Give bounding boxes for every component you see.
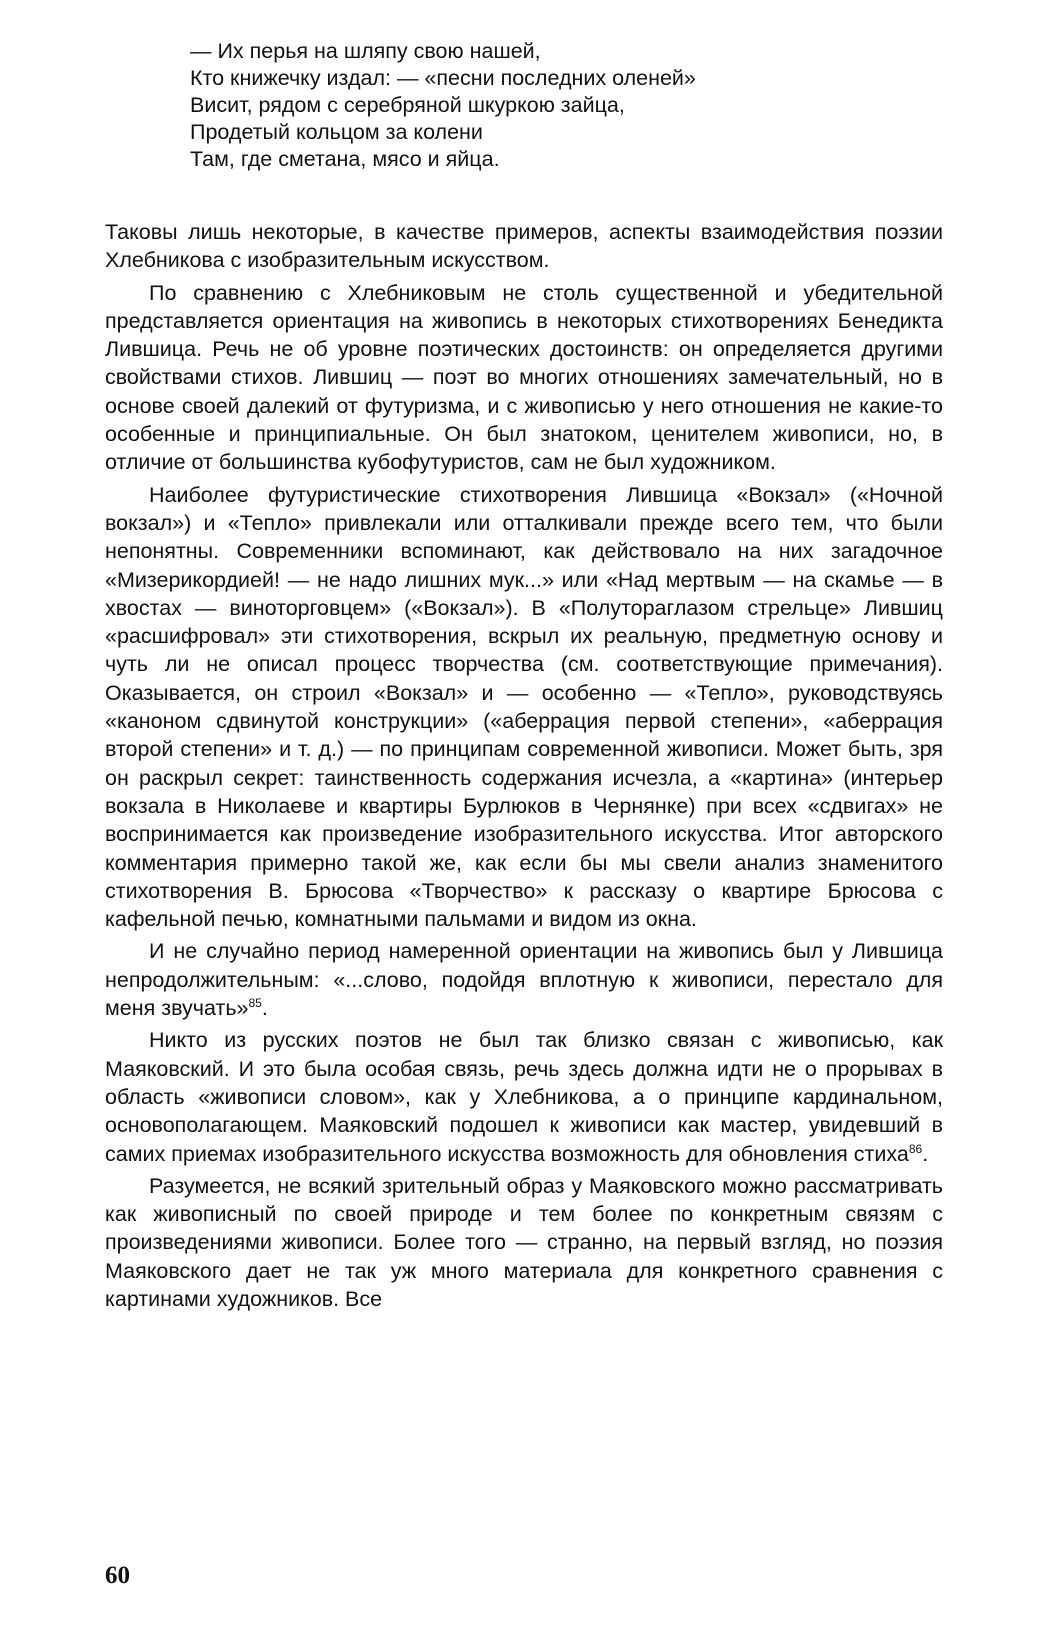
body-text [105,218,943,1317]
paragraph [105,218,943,275]
paragraph [105,279,943,477]
poem-line: Висит, рядом с серебряной шкуркою зайца, [190,93,625,117]
paragraph [105,1172,943,1313]
footnote-marker: 85 [248,995,262,1010]
poem-line: Продетый кольцом за колени [190,120,483,144]
page-number: 60 [105,1562,130,1589]
paragraph-text: По сравнению с Хлебниковым не столь существенной и убедительной представляется ориентация на живопись в некоторых стихотворениях Бенедикта Лившица. Речь не об уровне поэтических достоинств: он определяется другими свойствами стихов. Лившиц — поэт во многих отношениях замечательный, но в основе своей далекий от футуризма, и с живописью у него отношения не какие-то особенные и принципиальные. Он был знатоком, ценителем живописи, но, в отличие от большинства кубофутуристов, сам не был художником. [105,280,943,475]
paragraph-text: Разумеется, не всякий зрительный образ у Маяковского можно рассматривать как живописный по своей природе и тем более по конкретным связям с произведениями живописи. Более того — странно, на первый взгляд, но поэзия Маяковского дает не так уж много материала для конкретного сравнения с картинами художников. Все [105,1173,943,1311]
poem-line: Кто книжечку издал: — «песни последних оленей» [190,66,696,90]
paragraph-text: Таковы лишь некоторые, в качестве примеров, аспекты взаимодействия поэзии Хлебникова с изобразительным искусством. [105,220,943,273]
paragraph-end: . [922,1141,929,1166]
poem-excerpt [190,38,890,173]
poem-line: — Их перья на шляпу свою нашей, [190,39,541,63]
paragraph [105,481,943,934]
footnote-marker: 86 [908,1141,923,1156]
paragraph-text: Наиболее футуристические стихотворения Лившица «Вокзал» («Ночной вокзал») и «Тепло» привлекали или отталкивали прежде всего тем, что были непонятны. Современники вспоминают, как действовало на них загадочное «Мизерикордией! — не надо лишних мук...» или «Над мертвым — на скамье — в хвостах — виноторговцем» («Вокзал»). В «Полутораглазом стрельце» Лившиц «расшифровал» эти стихотворения, вскрыл их реальную, предметную основу и чуть ли не описал процесс творчества (см. соответствующие примечания). Оказывается, он строил «Вокзал» и — особенно — «Тепло», руководствуясь «каноном сдвинутой конструкции» («аберрация первой степени», «аберрация второй степени» и т. д.) — по принципам современной живописи. Может быть, зря он раскрыл секрет: таинственность содержания исчезла, а «картина» (интерьер вокзала в Николаеве и квартиры Бурлюков в Чернянке) при всех «сдвигах» не воспринимается как произведение изобразительного искусства. Итог авторского комментария примерно такой же, как если бы мы свели анализ знаменитого стихотворения В. Брюсова «Творчество» к рассказу о квартире Брюсова с кафельной печью, комнатными пальмами и видом из окна. [105,482,943,932]
paragraph [105,1026,943,1167]
paragraph [105,937,943,1022]
poem-line: Там, где сметана, мясо и яйца. [190,147,500,171]
paragraph-text: Никто из русских поэтов не был так близко связан с живописью, как Маяковский. И это была особая связь, речь здесь должна идти не о прорывах в область «живописи словом», как у Хлебникова, а о принципе кардинальном, основополагающем. Маяковский подошел к живописи как мастер, увидевший в самих приемах изобразительного искусства возможность для обновления стиха [105,1028,943,1166]
paragraph-end: . [261,996,268,1021]
paragraph-text: И не случайно период намеренной ориентации на живопись был у Лившица непродолжительным: «...слово, подойдя вплотную к живописи, перестало для меня звучать» [105,939,943,1021]
